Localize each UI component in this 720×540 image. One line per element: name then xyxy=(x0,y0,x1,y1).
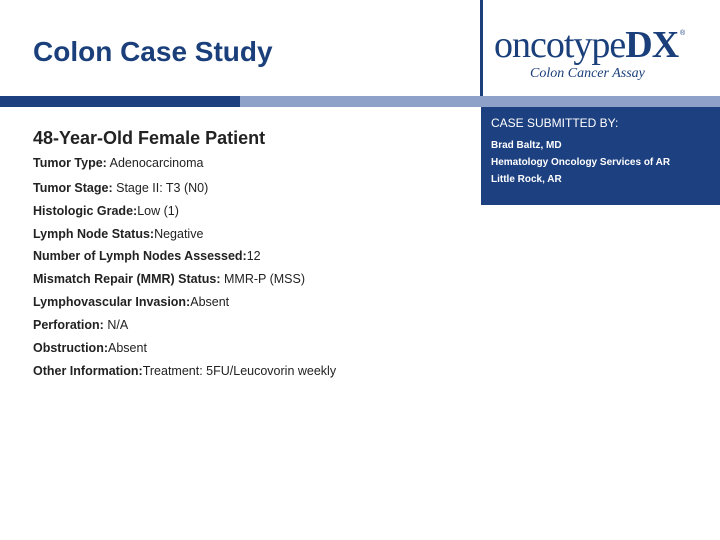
field-value: Absent xyxy=(108,341,147,355)
submitter-name: Brad Baltz, MD xyxy=(491,140,562,151)
field-lymph-nodes-assessed xyxy=(33,249,261,263)
field-label: Mismatch Repair (MMR) Status: xyxy=(33,272,221,286)
field-label: Obstruction: xyxy=(33,341,108,355)
field-perforation xyxy=(33,318,128,332)
field-label: Lymph Node Status: xyxy=(33,227,155,241)
patient-heading: 48-Year-Old Female Patient xyxy=(33,128,266,148)
case-submitted-box xyxy=(481,107,720,205)
slide-title: Colon Case Study xyxy=(33,36,273,67)
header-band-light xyxy=(240,96,720,107)
field-value: N/A xyxy=(103,318,129,332)
field-tumor-stage xyxy=(33,181,208,195)
oncotype-dx-logo xyxy=(494,26,694,88)
field-label: Tumor Type: xyxy=(33,156,107,170)
field-value: Negative xyxy=(154,227,204,241)
field-tumor-type xyxy=(33,156,203,170)
field-value: Absent xyxy=(190,295,230,309)
registered-mark: ® xyxy=(680,30,686,37)
field-label: Perforation: xyxy=(33,318,104,332)
field-value: MMR-P (MSS) xyxy=(220,272,306,286)
field-value: 12 xyxy=(246,249,261,263)
field-label: Number of Lymph Nodes Assessed: xyxy=(33,249,247,263)
field-value: Treatment: 5FU/Leucovorin weekly xyxy=(142,364,337,378)
header-band-dark xyxy=(0,96,240,107)
field-lymphovascular-invasion xyxy=(33,295,229,309)
field-other-information xyxy=(33,364,336,378)
header-divider xyxy=(480,0,483,96)
field-mmr-status xyxy=(33,272,305,286)
field-label: Tumor Stage: xyxy=(33,181,113,195)
submitted-heading: CASE SUBMITTED BY: xyxy=(491,116,619,130)
field-value: Stage II: T3 (N0) xyxy=(112,181,209,195)
field-label: Other Information: xyxy=(33,364,143,378)
field-label: Lymphovascular Invasion: xyxy=(33,295,191,309)
field-label: Histologic Grade: xyxy=(33,204,138,218)
logo-subtitle-colon: Colon xyxy=(530,66,565,81)
logo-wordmark xyxy=(494,26,678,64)
field-obstruction xyxy=(33,341,147,355)
logo-subtitle xyxy=(530,66,645,82)
logo-prefix: oncotype xyxy=(494,24,626,66)
field-value: Adenocarcinoma xyxy=(106,156,204,170)
field-value: Low (1) xyxy=(137,204,179,218)
field-lymph-node-status xyxy=(33,227,203,241)
logo-suffix: DX xyxy=(625,24,679,66)
submitter-organization: Hematology Oncology Services of AR xyxy=(491,157,671,168)
field-histologic-grade xyxy=(33,204,179,218)
submitter-location: Little Rock, AR xyxy=(491,174,562,185)
logo-subtitle-assay: Cancer Assay xyxy=(567,66,645,81)
